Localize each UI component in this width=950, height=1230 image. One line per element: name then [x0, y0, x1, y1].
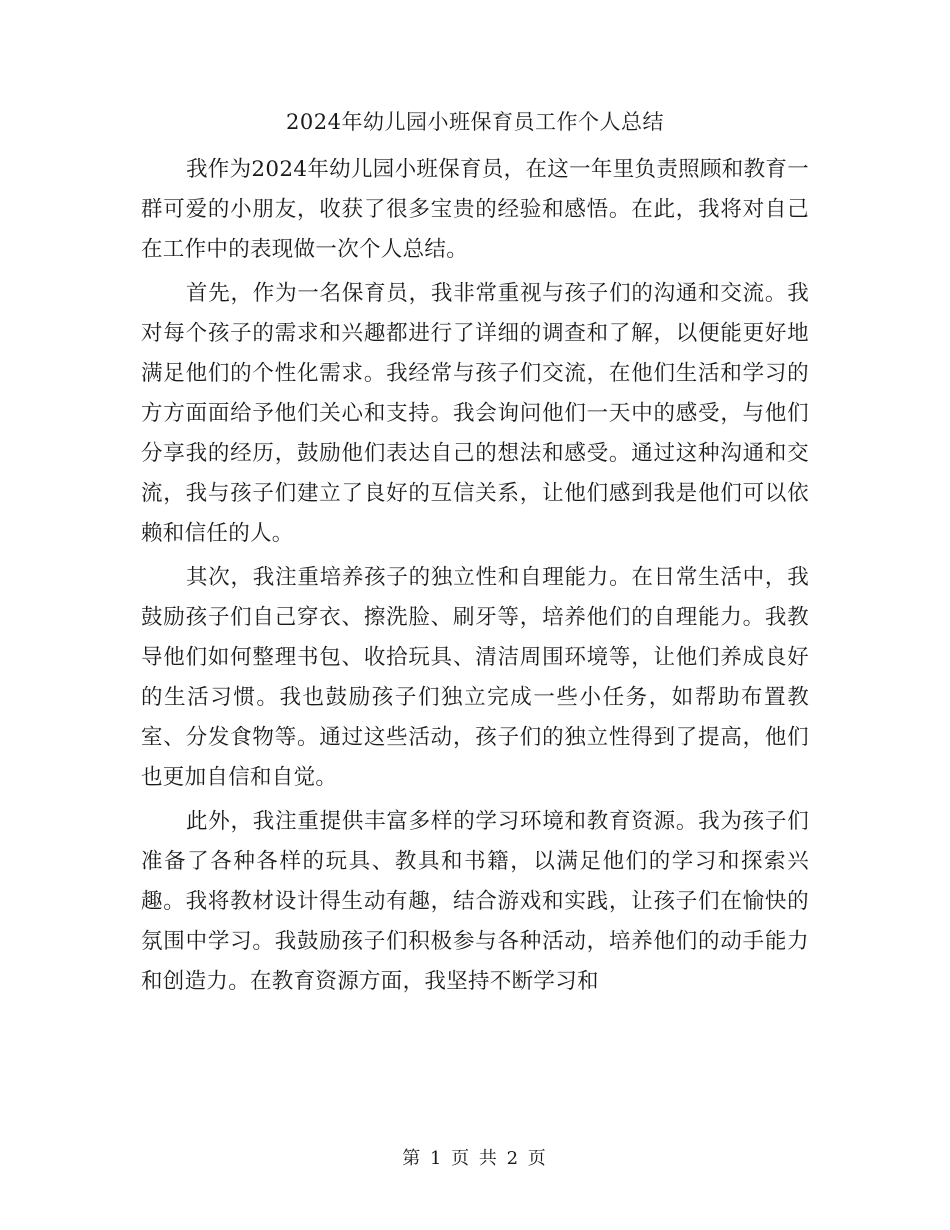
- document-body: [141, 150, 809, 1006]
- paragraph-communication: 首先，作为一名保育员，我非常重视与孩子们的沟通和交流。我对每个孩子的需求和兴趣都进行了详细的调查和了解，以便能更好地满足他们的个性化需求。我经常与孩子们交流，在他们生活和学习的方方面面给予他们关心和支持。我会询问他们一天中的感受，与他们分享我的经历，鼓励他们表达自己的想法和感受。通过这种沟通和交流，我与孩子们建立了良好的互信关系，让他们感到我是他们可以依赖和信任的人。: [141, 281, 809, 546]
- paragraph-intro: 我作为2024年幼儿园小班保育员，在这一年里负责照顾和教育一群可爱的小朋友，收获了很多宝贵的经验和感悟。在此，我将对自己在工作中的表现做一次个人总结。: [141, 157, 809, 262]
- document-title: 2024年幼儿园小班保育员工作个人总结: [286, 110, 664, 134]
- paragraph-independence: 其次，我注重培养孩子的独立性和自理能力。在日常生活中，我鼓励孩子们自己穿衣、擦洗脸、刷牙等，培养他们的自理能力。我教导他们如何整理书包、收拾玩具、清洁周围环境等，让他们养成良好的生活习惯。我也鼓励孩子们独立完成一些小任务，如帮助布置教室、分发食物等。通过这些活动，孩子们的独立性得到了提高，他们也更加自信和自觉。: [141, 565, 809, 790]
- paragraph-learning-environment: 此外，我注重提供丰富多样的学习环境和教育资源。我为孩子们准备了各种各样的玩具、教具和书籍，以满足他们的学习和探索兴趣。我将教材设计得生动有趣，结合游戏和实践，让孩子们在愉快的氛围中学习。我鼓励孩子们积极参与各种活动，培养他们的动手能力和创造力。在教育资源方面，我坚持不断学习和: [141, 809, 809, 994]
- page-number-footer: 第 1 页 共 2 页: [402, 1148, 548, 1169]
